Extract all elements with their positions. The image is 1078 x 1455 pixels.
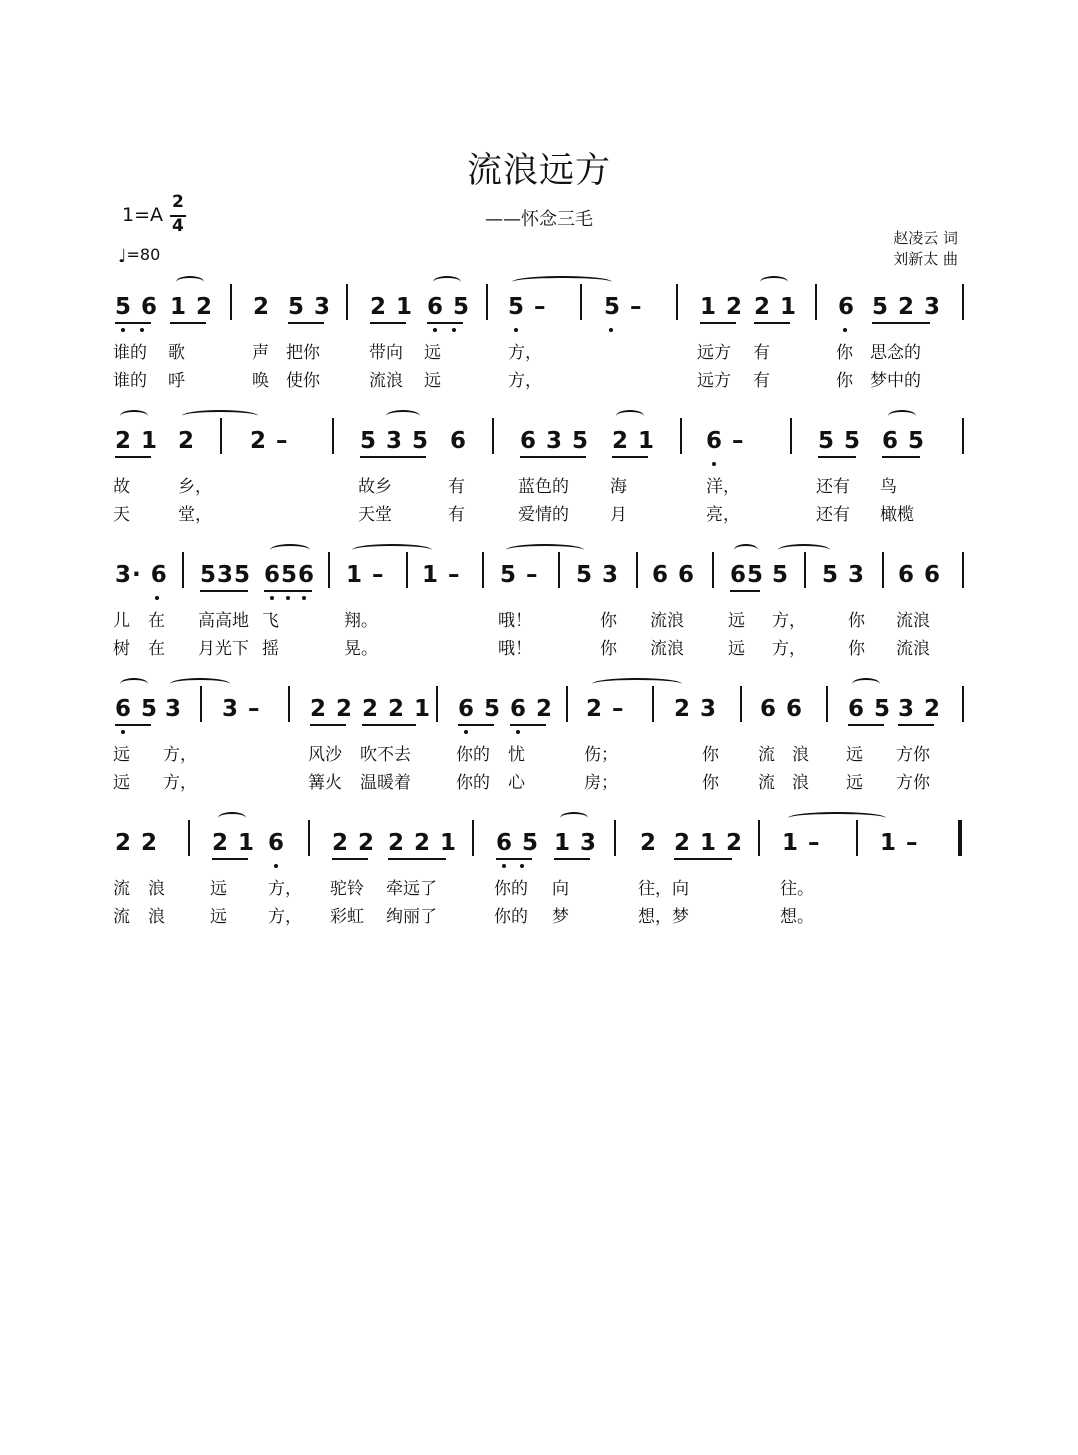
lyric-verse-1: 带向: [369, 343, 403, 363]
lyric-verse-2: 想。: [780, 907, 814, 927]
lyric-verse-1: 海: [610, 477, 627, 497]
barline: [580, 284, 582, 320]
lyric-verse-1: 远: [846, 745, 863, 765]
low-octave-dot: [520, 864, 524, 868]
note-group: 6 3 5: [520, 428, 590, 454]
note-group: 1 –: [880, 830, 919, 856]
lyric-verse-2: 谁的: [113, 371, 147, 391]
lyric-verse-2: 方，: [772, 639, 806, 659]
lyric-verse-2: 方，: [508, 371, 542, 391]
barline: [882, 552, 884, 588]
beam-line: [200, 590, 248, 592]
note-group: 6 5: [458, 696, 502, 722]
note-group: 2 –: [250, 428, 289, 454]
lyric-verse-1: 远方: [697, 343, 731, 363]
beam-line: [510, 724, 546, 726]
lyric-verse-1: 飞: [262, 611, 279, 631]
beam-line: [427, 322, 463, 324]
note-group: 2 –: [586, 696, 625, 722]
slur: [560, 812, 588, 824]
beam-line: [388, 858, 446, 860]
note-group: 5 2 3: [872, 294, 942, 320]
beam-line: [170, 322, 206, 324]
barline: [566, 686, 568, 722]
note-group: 2 1: [754, 294, 798, 320]
lyric-verse-2: 爱情的: [518, 505, 569, 525]
time-signature-numerator: 2: [172, 192, 184, 212]
lyric-verse-2: 流: [758, 773, 775, 793]
lyric-verse-2: 摇: [262, 639, 279, 659]
lyric-verse-2: 呼: [168, 371, 185, 391]
beam-line: [115, 456, 151, 458]
lyric-verse-1: 伤；: [584, 745, 618, 765]
low-octave-dot: [302, 596, 306, 600]
lyric-verse-1: 高高地: [198, 611, 249, 631]
tie: [352, 544, 432, 556]
lyric-verse-2: 你的: [494, 907, 528, 927]
barline: [486, 284, 488, 320]
lyric-verse-2: 天堂: [358, 505, 392, 525]
lyric-verse-2: 月光下: [198, 639, 249, 659]
lyric-verse-1: 儿: [113, 611, 130, 631]
lyric-verse-1: 流浪: [650, 611, 684, 631]
beam-line: [754, 322, 790, 324]
note-group: 5 3: [576, 562, 620, 588]
note-group: 1 –: [782, 830, 821, 856]
lyric-verse-2: 心: [508, 773, 525, 793]
tempo-marking: [118, 245, 160, 267]
lyric-verse-2: 绚丽了: [386, 907, 437, 927]
lyric-verse-1: 有: [448, 477, 465, 497]
lyric-verse-1: 吹不去: [360, 745, 411, 765]
beam-line: [848, 724, 884, 726]
lyric-verse-1: 谁的: [113, 343, 147, 363]
low-octave-dot: [609, 328, 613, 332]
lyric-verse-2: 房；: [584, 773, 618, 793]
barline: [790, 418, 792, 454]
lyric-verse-1: 流浪: [896, 611, 930, 631]
lyric-verse-1: 流: [758, 745, 775, 765]
barline: [962, 284, 964, 320]
barline: [652, 686, 654, 722]
barline: [288, 686, 290, 722]
note-group: 535: [200, 562, 252, 588]
lyric-verse-2: 有: [753, 371, 770, 391]
beam-line: [332, 858, 368, 860]
lyric-verse-1: 蓝色的: [518, 477, 569, 497]
barline: [676, 284, 678, 320]
low-octave-dot: [843, 328, 847, 332]
note-group: 6: [450, 428, 468, 454]
note-group: 2 1 2: [674, 830, 744, 856]
barline: [436, 686, 438, 722]
low-octave-dot: [516, 730, 520, 734]
note-group: 1 2: [700, 294, 744, 320]
note-group: 2: [253, 294, 271, 320]
lyric-verse-1: 方，: [508, 343, 542, 363]
time-signature-denominator: 4: [172, 216, 184, 236]
beam-line: [674, 858, 732, 860]
note-group: 6: [838, 294, 856, 320]
barline: [826, 686, 828, 722]
lyric-verse-2: 亮，: [706, 505, 740, 525]
lyric-verse-1: 声: [252, 343, 269, 363]
lyric-verse-2: 流: [113, 907, 130, 927]
note-group: 5 –: [604, 294, 643, 320]
beam-line: [872, 322, 930, 324]
beam-line: [700, 322, 736, 324]
note-group: 6: [268, 830, 286, 856]
note-group: 6 –: [706, 428, 745, 454]
lyric-verse-2: 远: [210, 907, 227, 927]
note-group: 3 2: [898, 696, 942, 722]
lyric-verse-2: 远: [113, 773, 130, 793]
lyric-verse-1: 你的: [494, 879, 528, 899]
barline: [962, 418, 964, 454]
note-group: 2 3: [674, 696, 718, 722]
lyric-verse-2: 月: [610, 505, 627, 525]
lyric-verse-1: 方你: [896, 745, 930, 765]
beam-line: [458, 724, 494, 726]
beam-line: [370, 322, 406, 324]
low-octave-dot: [274, 864, 278, 868]
beam-line: [310, 724, 346, 726]
tie: [788, 812, 886, 824]
lyric-verse-1: 你: [836, 343, 853, 363]
lyric-verse-1: 往。: [780, 879, 814, 899]
note-group: 2 2: [115, 830, 159, 856]
lyric-verse-2: 方，: [163, 773, 197, 793]
barline: [680, 418, 682, 454]
slur: [176, 276, 204, 288]
beam-line: [818, 456, 856, 458]
lyric-verse-2: 你: [836, 371, 853, 391]
note-group: 6 6: [898, 562, 942, 588]
lyric-verse-1: 思念的: [870, 343, 921, 363]
barline: [804, 552, 806, 588]
note-group: 1 –: [346, 562, 385, 588]
lyric-verse-2: 还有: [816, 505, 850, 525]
lyric-verse-2: 想，梦: [638, 907, 689, 927]
low-octave-dot: [286, 596, 290, 600]
barline: [230, 284, 232, 320]
barline: [346, 284, 348, 320]
lyric-verse-1: 故乡: [358, 477, 392, 497]
lyric-verse-1: 往，向: [638, 879, 689, 899]
note-group: 6 5: [427, 294, 471, 320]
key-signature: 1=A: [122, 204, 164, 226]
beam-line: [362, 724, 416, 726]
low-octave-dot: [140, 328, 144, 332]
beam-line: [730, 590, 760, 592]
tie: [170, 678, 230, 690]
note-group: 2 2: [310, 696, 354, 722]
barline: [712, 552, 714, 588]
beam-line: [264, 590, 312, 592]
lyric-verse-2: 彩虹: [330, 907, 364, 927]
lyric-verse-1: 你的: [456, 745, 490, 765]
lyric-verse-2: 使你: [286, 371, 320, 391]
slur: [852, 678, 880, 690]
lyric-verse-2: 流浪: [369, 371, 403, 391]
note-group: 1 2: [170, 294, 214, 320]
low-octave-dot: [514, 328, 518, 332]
barline: [614, 820, 616, 856]
note-group: 65: [730, 562, 765, 588]
barline: [182, 552, 184, 588]
beam-line: [882, 456, 920, 458]
tie: [592, 678, 682, 690]
lyric-verse-1: 哦！: [498, 611, 532, 631]
lyric-verse-1: 歌: [168, 343, 185, 363]
quarter-note-icon: ♩: [118, 246, 127, 267]
beam-line: [520, 456, 586, 458]
beam-line: [612, 456, 648, 458]
note-group: 2 2: [332, 830, 376, 856]
lyric-verse-2: 温暖着: [360, 773, 411, 793]
lyric-verse-2: 你的: [456, 773, 490, 793]
lyric-verse-1: 有: [753, 343, 770, 363]
low-octave-dot: [433, 328, 437, 332]
note-group: 2 1: [115, 428, 159, 454]
lyric-verse-1: 远: [424, 343, 441, 363]
lyric-verse-2: 堂，: [178, 505, 212, 525]
lyric-verse-1: 洋，: [706, 477, 740, 497]
note-group: 6 5: [848, 696, 892, 722]
lyric-verse-2: 有: [448, 505, 465, 525]
lyric-verse-1: 你: [848, 611, 865, 631]
lyric-verse-1: 方，: [772, 611, 806, 631]
note-group: 3 –: [222, 696, 261, 722]
low-octave-dot: [121, 730, 125, 734]
low-octave-dot: [712, 462, 716, 466]
lyric-verse-2: 流浪: [650, 639, 684, 659]
lyric-verse-2: 在: [148, 639, 165, 659]
note-group: 6 6: [652, 562, 696, 588]
lyric-verse-2: 你: [848, 639, 865, 659]
note-group: 2 1: [370, 294, 414, 320]
lyric-verse-1: 把你: [286, 343, 320, 363]
lyric-verse-1: 方，: [163, 745, 197, 765]
beam-line: [496, 858, 532, 860]
lyric-verse-2: 远: [728, 639, 745, 659]
lyric-verse-2: 远: [846, 773, 863, 793]
barline: [962, 686, 964, 722]
lyricist-credit: 赵凌云 词: [893, 229, 958, 247]
lyric-verse-1: 乡，: [178, 477, 212, 497]
beam-line: [115, 322, 151, 324]
barline: [815, 284, 817, 320]
slur: [386, 410, 420, 422]
lyric-verse-1: 故: [113, 477, 130, 497]
barline: [220, 418, 222, 454]
beam-line: [554, 858, 590, 860]
final-barline: [958, 820, 962, 856]
note-group: 2: [178, 428, 196, 454]
low-octave-dot: [502, 864, 506, 868]
barline: [758, 820, 760, 856]
note-group: 2: [640, 830, 658, 856]
lyric-verse-2: 橄榄: [880, 505, 914, 525]
barline: [740, 686, 742, 722]
note-group: 3: [165, 696, 183, 722]
song-subtitle: ——怀念三毛: [485, 209, 593, 230]
lyric-verse-2: 天: [113, 505, 130, 525]
note-group: 6 5: [115, 696, 159, 722]
lyric-verse-1: 风沙: [308, 745, 342, 765]
beam-line: [898, 724, 934, 726]
lyric-verse-2: 远: [424, 371, 441, 391]
note-group: 3· 6: [115, 562, 168, 588]
lyric-verse-1: 你: [702, 745, 719, 765]
slur: [616, 410, 644, 422]
low-octave-dot: [121, 328, 125, 332]
note-group: 2 1: [212, 830, 256, 856]
barline: [406, 552, 408, 588]
note-group: 5 3: [288, 294, 332, 320]
lyric-verse-1: 鸟: [880, 477, 897, 497]
barline: [328, 552, 330, 588]
lyric-verse-2: 你: [702, 773, 719, 793]
lyric-verse-2: 浪: [148, 907, 165, 927]
lyric-verse-2: 梦: [552, 907, 569, 927]
slur: [888, 410, 916, 422]
low-octave-dot: [155, 596, 159, 600]
barline: [558, 552, 560, 588]
composer-credit: 刘新太 曲: [893, 250, 958, 268]
beam-line: [115, 724, 151, 726]
barline: [492, 418, 494, 454]
low-octave-dot: [452, 328, 456, 332]
barline: [636, 552, 638, 588]
tie: [512, 276, 612, 288]
barline: [856, 820, 858, 856]
tie: [506, 544, 584, 556]
lyric-verse-2: 方你: [896, 773, 930, 793]
barline: [308, 820, 310, 856]
tempo-value: =80: [126, 245, 161, 264]
note-group: 5 –: [500, 562, 539, 588]
lyric-verse-2: 晃。: [344, 639, 378, 659]
slur: [734, 544, 758, 556]
note-group: 6 5: [496, 830, 540, 856]
lyric-verse-2: 方，: [268, 907, 302, 927]
lyric-verse-1: 浪: [148, 879, 165, 899]
tie: [182, 410, 258, 422]
beam-line: [212, 858, 248, 860]
lyric-verse-1: 忧: [508, 745, 525, 765]
lyric-verse-1: 翔。: [344, 611, 378, 631]
note-group: 2 2 1: [388, 830, 458, 856]
barline: [200, 686, 202, 722]
note-group: 1 –: [422, 562, 461, 588]
note-group: 6 5: [882, 428, 926, 454]
low-octave-dot: [270, 596, 274, 600]
song-title: 流浪远方: [466, 151, 611, 191]
lyric-verse-1: 远: [210, 879, 227, 899]
lyric-verse-2: 远方: [697, 371, 731, 391]
slur: [120, 410, 148, 422]
lyric-verse-1: 牵远了: [386, 879, 437, 899]
lyric-verse-2: 树: [113, 639, 130, 659]
note-group: 5 5: [818, 428, 862, 454]
slur: [218, 812, 246, 824]
lyric-verse-1: 向: [552, 879, 569, 899]
note-group: 656: [264, 562, 316, 588]
note-group: 5: [772, 562, 790, 588]
note-group: 2 1: [612, 428, 656, 454]
note-group: 5 3: [822, 562, 866, 588]
lyric-verse-1: 浪: [792, 745, 809, 765]
slur: [760, 276, 788, 288]
tie: [778, 544, 830, 556]
barline: [332, 418, 334, 454]
lyric-verse-1: 远: [113, 745, 130, 765]
slur: [433, 276, 461, 288]
lyric-verse-2: 唤: [252, 371, 269, 391]
beam-line: [360, 456, 426, 458]
beam-line: [288, 322, 324, 324]
lyric-verse-2: 哦！: [498, 639, 532, 659]
note-group: 5 3 5: [360, 428, 430, 454]
slur: [120, 678, 148, 690]
lyric-verse-2: 篝火: [308, 773, 342, 793]
lyric-verse-1: 还有: [816, 477, 850, 497]
lyric-verse-1: 方，: [268, 879, 302, 899]
note-group: 2 2 1: [362, 696, 432, 722]
note-group: 6 2: [510, 696, 554, 722]
note-group: 5 –: [508, 294, 547, 320]
barline: [962, 552, 964, 588]
lyric-verse-1: 驼铃: [330, 879, 364, 899]
low-octave-dot: [464, 730, 468, 734]
lyric-verse-2: 梦中的: [870, 371, 921, 391]
lyric-verse-2: 浪: [792, 773, 809, 793]
note-group: 1 3: [554, 830, 598, 856]
note-group: 5 6: [115, 294, 159, 320]
lyric-verse-2: 你: [600, 639, 617, 659]
lyric-verse-1: 远: [728, 611, 745, 631]
lyric-verse-1: 在: [148, 611, 165, 631]
note-group: 6 6: [760, 696, 804, 722]
lyric-verse-1: 你: [600, 611, 617, 631]
barline: [482, 552, 484, 588]
barline: [188, 820, 190, 856]
lyric-verse-2: 流浪: [896, 639, 930, 659]
barline: [472, 820, 474, 856]
lyric-verse-1: 流: [113, 879, 130, 899]
slur: [270, 544, 310, 556]
